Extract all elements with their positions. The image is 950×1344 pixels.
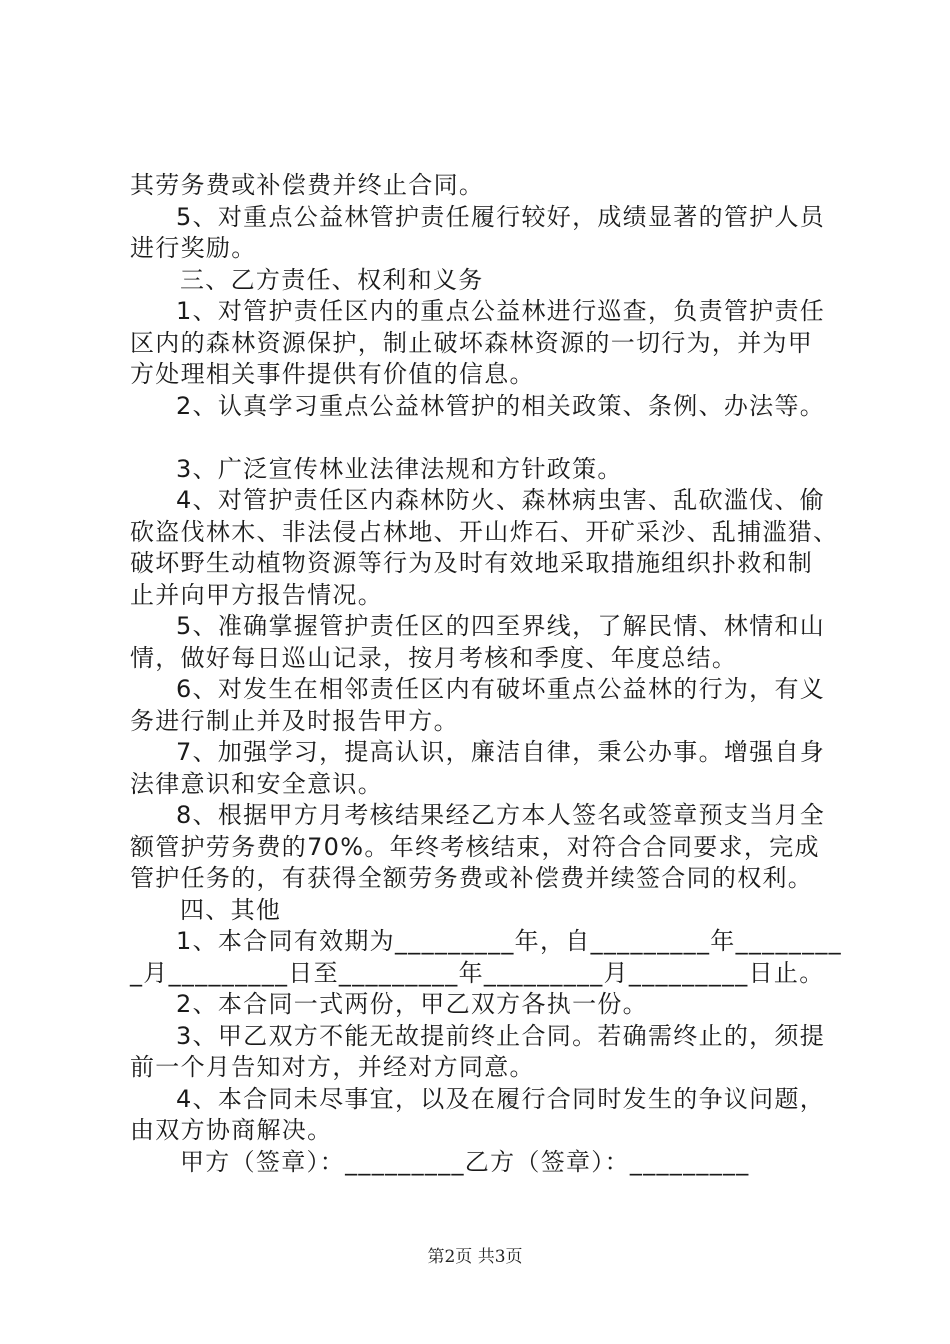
text-line: 前一个月告知对方，并经对方同意。 [130, 1053, 535, 1081]
text-line: 止并向甲方报告情况。 [130, 580, 383, 609]
contract-body [130, 170, 842, 1178]
text-line: 3、甲乙双方不能无故提前终止合同。若确需终止的，须提 [176, 1021, 826, 1050]
text-line: 3、广泛宣传林业法律法规和方针政策。 [176, 454, 623, 483]
text-line: 2、本合同一式两份，甲乙双方各执一份。 [176, 990, 648, 1018]
text-line: 7、加强学习，提高认识，廉洁自律，秉公办事。增强自身 [176, 738, 826, 766]
text-line: 法律意识和安全意识。 [130, 769, 383, 798]
text-line: 额管护劳务费的70%。年终考核结束，对符合合同要求，完成 [130, 832, 820, 861]
text-line: 进行奖励。 [130, 234, 257, 262]
text-line: 1、本合同有效期为_________年，自_________年________ [176, 927, 842, 955]
text-line: 破坏野生动植物资源等行为及时有效地采取措施组织扑救和制 [130, 549, 814, 577]
text-line: 4、对管护责任区内森林防火、森林病虫害、乱砍滥伐、偷 [176, 486, 826, 514]
text-line: 其劳务费或补偿费并终止合同。 [130, 171, 485, 199]
text-line: 管护任务的，有获得全额劳务费或补偿费并续签合同的权利。 [130, 864, 814, 892]
text-line: 5、对重点公益林管护责任履行较好，成绩显著的管护人员 [176, 202, 826, 231]
text-line: 4、本合同未尽事宜，以及在履行合同时发生的争议问题， [176, 1084, 826, 1113]
page-footer: 第2页 共3页 [427, 1247, 523, 1267]
text-line: 务进行制止并及时报告甲方。 [130, 706, 459, 735]
text-line: 8、根据甲方月考核结果经乙方本人签名或签章预支当月全 [176, 801, 826, 829]
text-line: 2、认真学习重点公益林管护的相关政策、条例、办法等。 [176, 391, 826, 420]
section-heading: 三、乙方责任、权利和义务 [180, 265, 484, 294]
text-line: 砍盗伐林木、非法侵占林地、开山炸石、开矿采沙、乱捕滥猎、 [130, 517, 839, 546]
text-line: 1、对管护责任区内的重点公益林进行巡查，负责管护责任 [176, 297, 826, 325]
text-line: _月_________日至_________年_________月_________日止。 [130, 958, 825, 987]
blank-line [130, 422, 835, 454]
text-line: 方处理相关事件提供有价值的信息。 [130, 360, 535, 388]
text-line: 6、对发生在相邻责任区内有破坏重点公益林的行为，有义 [176, 675, 826, 703]
section-heading: 四、其他 [180, 895, 282, 924]
text-line: 区内的森林资源保护，制止破坏森林资源的一切行为，并为甲 [130, 328, 814, 357]
text-line: 5、准确掌握管护责任区的四至界线，了解民情、林情和山 [176, 612, 826, 640]
signature-line: 甲方（签章）：_________乙方（签章）：_________ [180, 1147, 750, 1176]
text-line: 情，做好每日巡山记录，按月考核和季度、年度总结。 [130, 643, 738, 672]
text-line: 由双方协商解决。 [130, 1116, 333, 1144]
